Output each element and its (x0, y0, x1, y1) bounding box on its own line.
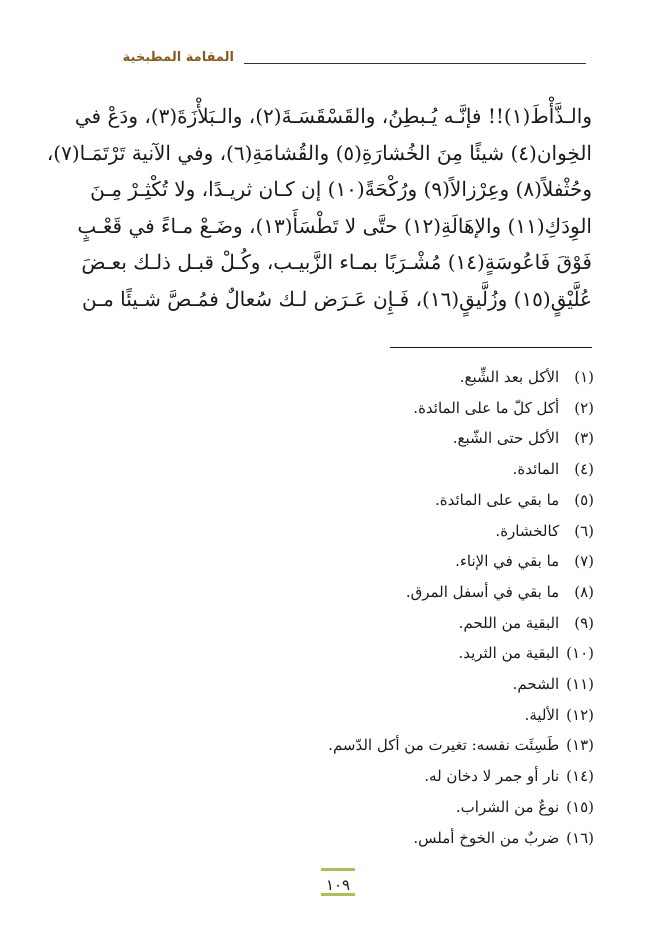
body-line: والـذَّأْطَ(١)!! فإنَّـه يُـبطِنُ، والقَسْقَسَـةَ(٢)، والـبَلأْزَةَ(٣)، ودَعْ في (74, 104, 592, 128)
footnote-number: (١١) (566, 675, 594, 694)
footnote-item (294, 792, 594, 823)
footnote-text: الأكل حتى الشّبع. (452, 429, 560, 448)
footnote-item (294, 608, 594, 639)
footnote-item (294, 485, 594, 516)
footnote-number: (٥) (574, 490, 594, 509)
footnote-number: (٣) (574, 429, 594, 448)
footnote-number: (١٤) (566, 767, 594, 786)
footnote-item (294, 823, 594, 854)
footnote-text: أكل كلّ ما على المائدة. (413, 398, 560, 417)
body-line: الوِدَكِ(١١) والإهَالَةِ(١٢) حتَّى لا تَطْسَأَ(١٣)، وضَـعْ مـاءً في قَعْـبٍ (77, 213, 592, 238)
footnote-item (294, 423, 594, 454)
footnote-number: (١٠) (566, 644, 594, 663)
running-header-title: المقامة المطبخية (122, 50, 234, 65)
footnote-number: (٩) (574, 613, 594, 632)
body-line: فَوْقَ فَاعُوسَةٍ(١٤) مُشْـرَبًا بمـاء الزَّبيـب، وكُـلْ قبـل ذلـك بعـضَ (81, 250, 592, 274)
footnote-number: (١٥) (566, 797, 594, 816)
footnote-text: البقية من الثريد. (458, 644, 560, 663)
footnote-number: (٦) (574, 521, 594, 540)
footnote-text: كالخشارة. (495, 521, 560, 540)
footnote-text: الأكل بعد الشِّبع. (459, 368, 560, 386)
footnote-number: (٨) (574, 582, 594, 601)
footnote-number: (١) (574, 368, 594, 386)
header-rule (244, 63, 586, 64)
footnote-item (294, 454, 594, 485)
footnote-text: الشحم. (512, 675, 560, 694)
footnote-text: المائدة. (512, 460, 560, 479)
body-line: وحُثْفلاً(٨) وعِرْزالاً(٩) ورُكْحَةً(١٠) إن كـان ثريـدًا، ولا تُكْثِـرْ مِـنَ (90, 177, 592, 201)
footnote-number: (١٣) (566, 736, 594, 755)
footnotes-list (294, 362, 594, 853)
footnote-number: (٧) (574, 552, 594, 571)
body-line: الخِوان(٤) شيئًا مِنَ الخُشارَةِ(٥) والقُشامَةِ(٦)، وفي الآنية تَرْتَمَـا(٧)، (46, 140, 592, 165)
footnote-number: (٤) (574, 460, 594, 479)
footnote-item (294, 700, 594, 731)
footnote-item (294, 730, 594, 761)
footnote-text: نار أو جمر لا دخان له. (424, 767, 560, 786)
running-header (124, 50, 586, 70)
page-number: ١٠٩ (321, 868, 355, 896)
footnote-item (294, 393, 594, 424)
footnote-separator (390, 347, 592, 348)
footnote-item (294, 761, 594, 792)
footnote-item (294, 362, 594, 393)
footnote-item (294, 516, 594, 547)
footnote-text: ما بقي في أسفل المرق. (405, 582, 560, 601)
footnote-item (294, 638, 594, 669)
footnote-text: الألية. (524, 705, 560, 724)
body-line: عُلَّيْقٍ(١٥) وزُلَّيقٍ(١٦)، فَـإِن عَـرَض لـك سُعالٌ فمُـصَّ شـيئًا مـن (81, 286, 592, 311)
footnote-text: نوعٌ من الشراب. (455, 797, 560, 816)
footnote-text: طَسِئَت نفسه: تغيرت من أكل الدّسم. (328, 736, 560, 755)
footnote-text: ما بقي على المائدة. (434, 490, 560, 509)
footnote-item (294, 669, 594, 700)
footnote-text: ضربٌ من الخوخ أملس. (413, 828, 560, 847)
footnote-text: البقية من اللحم. (458, 613, 560, 632)
footnote-text: ما بقي في الإناء. (455, 552, 560, 571)
body-text (46, 98, 592, 317)
footnote-number: (٢) (574, 398, 594, 417)
footnote-item (294, 546, 594, 577)
footnote-item (294, 577, 594, 608)
footnote-number: (١٦) (566, 828, 594, 847)
footnote-number: (١٢) (566, 705, 594, 724)
